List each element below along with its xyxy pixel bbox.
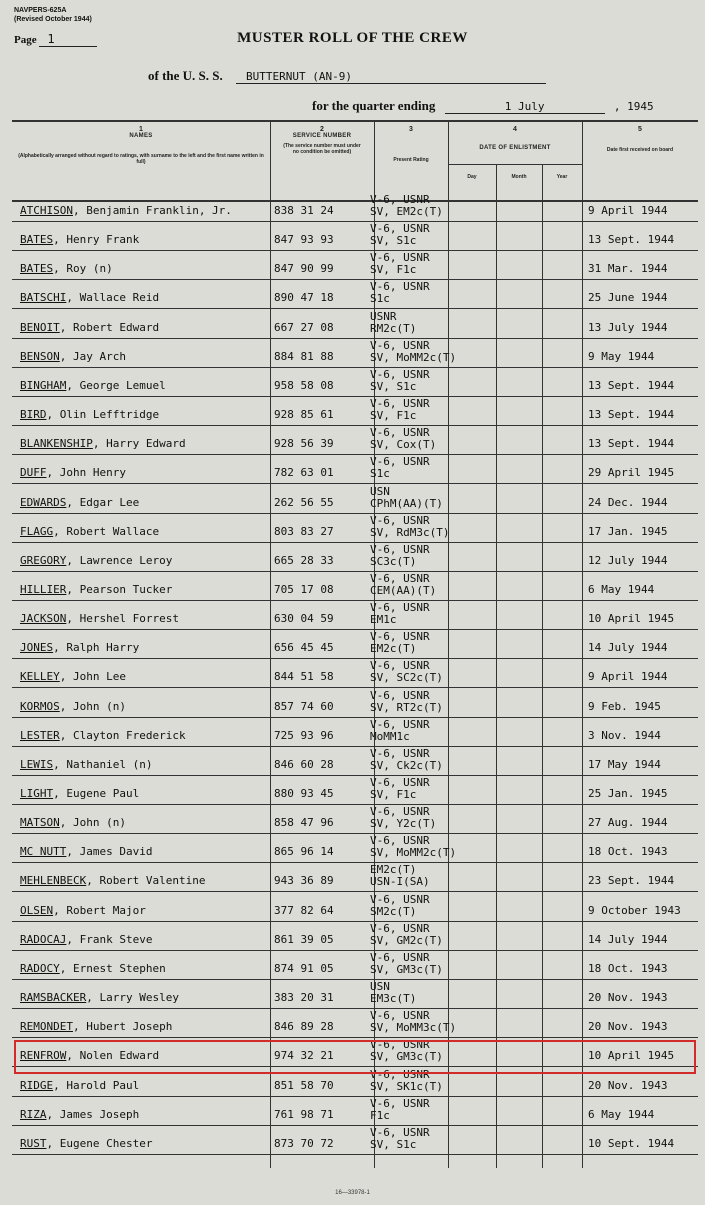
crew-surname: FLAGG	[20, 525, 54, 538]
service-number: 725 93 96	[274, 729, 334, 742]
service-number: 846 60 28	[274, 758, 334, 771]
rating-line-1: V-6, USNR	[370, 251, 430, 264]
date-received: 18 Oct. 1943	[588, 962, 668, 975]
service-number: 705 17 08	[274, 583, 334, 596]
rating-line-2: SV, GM3c(T)	[370, 963, 443, 976]
crew-name	[20, 904, 146, 917]
crew-given-name: , Eugene Paul	[53, 787, 140, 800]
crew-name	[20, 408, 159, 421]
rating-line-2: SV, S1c	[370, 234, 417, 247]
service-number: 665 28 33	[274, 554, 334, 567]
rating-line-2: SV, EM2c(T)	[370, 205, 443, 218]
rating-line-2: EM1c	[370, 613, 397, 626]
rating-line-1: V-6, USNR	[370, 339, 430, 352]
crew-surname: RENFROW	[20, 1049, 67, 1062]
table-row	[12, 1098, 698, 1127]
table-row	[12, 981, 698, 1010]
table-row	[12, 311, 698, 340]
crew-name	[20, 379, 166, 392]
table-row	[12, 835, 698, 864]
crew-given-name: , John (n)	[59, 700, 126, 713]
date-received: 18 Oct. 1943	[588, 845, 668, 858]
quarter-line	[312, 98, 654, 114]
table-row	[12, 631, 698, 660]
rating-line-1: V-6, USNR	[370, 514, 430, 527]
crew-name	[20, 437, 186, 450]
crew-name	[20, 700, 126, 713]
crew-given-name: , Clayton Frederick	[59, 729, 186, 742]
service-number: 847 93 93	[274, 233, 334, 246]
rating-line-1: V-6, USNR	[370, 543, 430, 556]
service-number: 974 32 21	[274, 1049, 334, 1062]
date-received: 25 Jan. 1945	[588, 787, 668, 800]
service-number: 846 89 28	[274, 1020, 334, 1033]
table-row	[12, 398, 698, 427]
rating-line-2: USN-I(SA)	[370, 875, 430, 888]
rating-line-2: SV, GM3c(T)	[370, 1050, 443, 1063]
crew-name	[20, 321, 159, 334]
date-received: 14 July 1944	[588, 641, 668, 654]
crew-given-name: , Larry Wesley	[86, 991, 179, 1004]
rating-line-1: EM2c(T)	[370, 863, 417, 876]
date-received: 10 April 1945	[588, 612, 675, 625]
table-row	[12, 660, 698, 689]
date-received: 10 Sept. 1944	[588, 1137, 675, 1150]
service-number: 262 56 55	[274, 496, 334, 509]
crew-surname: LESTER	[20, 729, 60, 742]
service-number: 656 45 45	[274, 641, 334, 654]
crew-name	[20, 262, 113, 275]
service-number: 630 04 59	[274, 612, 334, 625]
date-received: 10 April 1945	[588, 1049, 675, 1062]
rating-line-1: V-6, USNR	[370, 368, 430, 381]
crew-name	[20, 1137, 152, 1150]
header-names-note: (Alphabetically arranged without regard to ratings, with surname to the left and the first name written in full)	[18, 153, 264, 165]
crew-surname: BLANKENSHIP	[20, 437, 93, 450]
date-received: 20 Nov. 1943	[588, 991, 668, 1004]
date-received: 24 Dec. 1944	[588, 496, 668, 509]
header-names-title: NAMES	[129, 133, 153, 139]
rating-line-1: V-6, USNR	[370, 718, 430, 731]
service-number: 958 58 08	[274, 379, 334, 392]
header-names	[12, 126, 270, 165]
date-received: 17 May 1944	[588, 758, 661, 771]
table-row	[12, 456, 698, 485]
date-received: 13 Sept. 1944	[588, 233, 675, 246]
date-received: 27 Aug. 1944	[588, 816, 668, 829]
rating-line-1: V-6, USNR	[370, 1097, 430, 1110]
header-names-number: 1	[139, 126, 143, 133]
quarter-date: 1 July	[445, 100, 605, 114]
page-number: 1	[39, 32, 97, 47]
table-row	[12, 690, 698, 719]
rating-line-1: V-6, USNR	[370, 630, 430, 643]
date-received: 17 Jan. 1945	[588, 525, 668, 538]
quarter-label: for the quarter ending	[312, 98, 436, 113]
rating-line-2: EM2c(T)	[370, 642, 417, 655]
rating-line-1: V-6, USNR	[370, 601, 430, 614]
rating-line-2: CPhM(AA)(T)	[370, 497, 443, 510]
rating-line-1: V-6, USNR	[370, 951, 430, 964]
table-row	[12, 573, 698, 602]
crew-name	[20, 350, 126, 363]
header-day: Day	[467, 174, 477, 180]
crew-name	[20, 670, 126, 683]
date-received: 9 October 1943	[588, 904, 681, 917]
crew-name	[20, 874, 205, 887]
rating-line-2: SM2c(T)	[370, 905, 417, 918]
date-received: 20 Nov. 1943	[588, 1020, 668, 1033]
rating-line-2: SV, MoMM3c(T)	[370, 1021, 457, 1034]
service-number: 865 96 14	[274, 845, 334, 858]
crew-surname: BENOIT	[20, 321, 60, 334]
table-row	[12, 719, 698, 748]
form-code	[14, 6, 92, 24]
table-row	[12, 194, 698, 223]
service-number: 383 20 31	[274, 991, 334, 1004]
crew-surname: RIDGE	[20, 1079, 54, 1092]
header-service-title: SERVICE NUMBER	[292, 133, 352, 139]
ship-label: of the U. S. S.	[148, 68, 223, 83]
crew-given-name: , John Lee	[59, 670, 126, 683]
crew-surname: RADOCY	[20, 962, 60, 975]
crew-surname: BIRD	[20, 408, 47, 421]
date-received: 9 May 1944	[588, 350, 655, 363]
header-enlistment-title: DATE OF ENLISTMENT	[479, 145, 551, 151]
rating-line-1: V-6, USNR	[370, 776, 430, 789]
enlistment-sub-rule	[448, 164, 582, 165]
crew-given-name: , Edgar Lee	[66, 496, 140, 509]
crew-given-name: , Robert Edward	[59, 321, 160, 334]
ship-name: BUTTERNUT (AN-9)	[236, 70, 546, 84]
table-row	[12, 252, 698, 281]
service-number: 861 39 05	[274, 933, 334, 946]
crew-name	[20, 583, 172, 596]
rating-line-1: V-6, USNR	[370, 747, 430, 760]
service-number: 838 31 24	[274, 204, 334, 217]
crew-given-name: , Robert Wallace	[53, 525, 160, 538]
rating-line-2: F1c	[370, 1109, 390, 1122]
rating-line-2: RM2c(T)	[370, 322, 417, 335]
service-number: 874 91 05	[274, 962, 334, 975]
crew-given-name: , John Henry	[46, 466, 126, 479]
crew-given-name: , Olin Lefftridge	[46, 408, 160, 421]
crew-surname: LEWIS	[20, 758, 54, 771]
crew-name	[20, 466, 126, 479]
service-number: 873 70 72	[274, 1137, 334, 1150]
date-received: 6 May 1944	[588, 1108, 655, 1121]
table-row	[12, 1127, 698, 1156]
header-service-note: (The service number must under no condition be omitted)	[283, 143, 361, 155]
date-received: 13 Sept. 1944	[588, 437, 675, 450]
service-number: 943 36 89	[274, 874, 334, 887]
header-received-number: 5	[638, 126, 642, 133]
crew-given-name: , Robert Valentine	[86, 874, 206, 887]
service-number: 928 85 61	[274, 408, 334, 421]
header-year: Year	[556, 174, 568, 180]
ship-line	[148, 68, 546, 84]
rating-line-2: SV, F1c	[370, 409, 417, 422]
crew-name	[20, 845, 152, 858]
crew-surname: EDWARDS	[20, 496, 67, 509]
date-received: 9 April 1944	[588, 670, 668, 683]
crew-name	[20, 233, 139, 246]
crew-name	[20, 816, 126, 829]
service-number: 803 83 27	[274, 525, 334, 538]
rating-line-2: SV, RT2c(T)	[370, 701, 443, 714]
rating-line-1: V-6, USNR	[370, 922, 430, 935]
crew-surname: BATSCHI	[20, 291, 67, 304]
rating-line-1: USN	[370, 485, 390, 498]
table-top-rule	[12, 120, 698, 122]
crew-name	[20, 933, 152, 946]
rating-line-2: S1c	[370, 292, 390, 305]
crew-given-name: , Lawrence Leroy	[66, 554, 173, 567]
rating-line-2: EM3c(T)	[370, 992, 417, 1005]
table-row	[12, 544, 698, 573]
date-received: 6 May 1944	[588, 583, 655, 596]
crew-given-name: , Hubert Joseph	[72, 1020, 173, 1033]
crew-surname: KORMOS	[20, 700, 60, 713]
service-number: 890 47 18	[274, 291, 334, 304]
crew-given-name: , Jay Arch	[59, 350, 126, 363]
rating-line-1: V-6, USNR	[370, 222, 430, 235]
service-number: 928 56 39	[274, 437, 334, 450]
crew-surname: REMONDET	[20, 1020, 73, 1033]
rating-line-1: V-6, USNR	[370, 280, 430, 293]
crew-surname: ATCHISON	[20, 204, 73, 217]
service-number: 377 82 64	[274, 904, 334, 917]
table-row	[12, 952, 698, 981]
service-number: 851 58 70	[274, 1079, 334, 1092]
crew-name	[20, 758, 152, 771]
table-row	[12, 1010, 698, 1039]
rating-line-1: USN	[370, 980, 390, 993]
service-number: 884 81 88	[274, 350, 334, 363]
rating-line-1: V-6, USNR	[370, 893, 430, 906]
crew-surname: GREGORY	[20, 554, 67, 567]
rating-line-2: SV, F1c	[370, 788, 417, 801]
table-row	[12, 369, 698, 398]
crew-given-name: , Wallace Reid	[66, 291, 160, 304]
header-service-number: 2	[320, 126, 324, 133]
rating-line-2: SV, SK1c(T)	[370, 1080, 443, 1093]
crew-given-name: , Hershel Forrest	[66, 612, 179, 625]
crew-name	[20, 291, 159, 304]
crew-name	[20, 1108, 139, 1121]
rating-line-1: V-6, USNR	[370, 1009, 430, 1022]
rating-line-1: V-6, USNR	[370, 193, 430, 206]
crew-name	[20, 729, 186, 742]
rating-line-2: SV, S1c	[370, 380, 417, 393]
crew-surname: RIZA	[20, 1108, 47, 1121]
table-row	[12, 602, 698, 631]
rating-line-2: CEM(AA)(T)	[370, 584, 437, 597]
page-label: Page	[14, 34, 37, 46]
header-rating-title: Present Rating	[393, 157, 429, 163]
crew-given-name: , George Lemuel	[66, 379, 166, 392]
table-row	[12, 923, 698, 952]
date-received: 23 Sept. 1944	[588, 874, 675, 887]
rating-line-1: V-6, USNR	[370, 834, 430, 847]
crew-given-name: , Frank Steve	[66, 933, 153, 946]
crew-given-name: , Ernest Stephen	[59, 962, 166, 975]
crew-surname: BATES	[20, 262, 54, 275]
date-received: 25 June 1944	[588, 291, 668, 304]
table-row	[12, 864, 698, 893]
crew-surname: RADOCAJ	[20, 933, 67, 946]
rating-line-2: MoMM1c	[370, 730, 410, 743]
crew-name	[20, 1079, 139, 1092]
date-received: 12 July 1944	[588, 554, 668, 567]
crew-surname: MATSON	[20, 816, 60, 829]
header-enlistment-number: 4	[513, 126, 517, 133]
header-rating-number: 3	[409, 126, 413, 133]
crew-given-name: , John (n)	[59, 816, 126, 829]
date-received: 31 Mar. 1944	[588, 262, 668, 275]
table-row	[12, 281, 698, 310]
crew-surname: KELLEY	[20, 670, 60, 683]
rating-line-1: V-6, USNR	[370, 455, 430, 468]
rating-line-2: SV, F1c	[370, 263, 417, 276]
crew-name	[20, 991, 179, 1004]
rating-line-2: SV, Ck2c(T)	[370, 759, 443, 772]
crew-given-name: , James Joseph	[46, 1108, 140, 1121]
header-rating	[374, 126, 448, 163]
date-received: 13 Sept. 1944	[588, 379, 675, 392]
crew-name	[20, 496, 139, 509]
date-received: 9 Feb. 1945	[588, 700, 661, 713]
table-row	[12, 486, 698, 515]
date-received: 13 July 1944	[588, 321, 668, 334]
crew-surname: MEHLENBECK	[20, 874, 87, 887]
service-number: 847 90 99	[274, 262, 334, 275]
service-number: 857 74 60	[274, 700, 334, 713]
date-received: 9 April 1944	[588, 204, 668, 217]
service-number: 858 47 96	[274, 816, 334, 829]
print-code: 16—33978-1	[335, 1190, 370, 1196]
crew-surname: RAMSBACKER	[20, 991, 87, 1004]
rating-line-2: S1c	[370, 467, 390, 480]
date-received: 14 July 1944	[588, 933, 668, 946]
crew-name	[20, 525, 159, 538]
table-row	[12, 894, 698, 923]
rating-line-1: V-6, USNR	[370, 1068, 430, 1081]
rating-line-2: SV, MoMM2c(T)	[370, 351, 457, 364]
rating-line-1: V-6, USNR	[370, 426, 430, 439]
crew-given-name: , James David	[66, 845, 153, 858]
date-received: 20 Nov. 1943	[588, 1079, 668, 1092]
crew-given-name: , Roy (n)	[53, 262, 113, 275]
document-title: MUSTER ROLL OF THE CREW	[237, 30, 468, 46]
service-number: 844 51 58	[274, 670, 334, 683]
service-number: 782 63 01	[274, 466, 334, 479]
rating-line-2: SC3c(T)	[370, 555, 417, 568]
crew-given-name: , Harold Paul	[53, 1079, 140, 1092]
crew-given-name: , Nathaniel (n)	[53, 758, 153, 771]
crew-given-name: , Pearson Tucker	[66, 583, 173, 596]
crew-surname: OLSEN	[20, 904, 54, 917]
service-number: 761 98 71	[274, 1108, 334, 1121]
form-number: NAVPERS-625A	[14, 7, 67, 14]
crew-name	[20, 962, 166, 975]
form-revision: (Revised October 1944)	[14, 16, 92, 23]
crew-given-name: , Henry Frank	[53, 233, 140, 246]
crew-given-name: , Ralph Harry	[53, 641, 140, 654]
crew-surname: BATES	[20, 233, 54, 246]
rating-line-1: USNR	[370, 310, 397, 323]
header-month: Month	[511, 174, 527, 180]
table-row	[12, 748, 698, 777]
crew-surname: HILLIER	[20, 583, 67, 596]
rating-line-1: V-6, USNR	[370, 659, 430, 672]
quarter-year: , 1945	[613, 100, 654, 113]
table-row	[12, 427, 698, 456]
crew-given-name: , Harry Edward	[92, 437, 186, 450]
rating-line-1: V-6, USNR	[370, 397, 430, 410]
crew-name	[20, 1020, 172, 1033]
crew-given-name: , Robert Major	[53, 904, 146, 917]
table-row	[12, 777, 698, 806]
rating-line-2: SV, SC2c(T)	[370, 671, 443, 684]
crew-surname: RUST	[20, 1137, 47, 1150]
crew-surname: MC NUTT	[20, 845, 67, 858]
rating-line-1: V-6, USNR	[370, 1126, 430, 1139]
date-received: 29 April 1945	[588, 466, 675, 479]
crew-surname: DUFF	[20, 466, 47, 479]
table-row	[12, 806, 698, 835]
crew-surname: BINGHAM	[20, 379, 67, 392]
rating-line-2: SV, RdM3c(T)	[370, 526, 450, 539]
crew-name	[20, 204, 232, 217]
crew-name	[20, 787, 139, 800]
rating-line-2: SV, Y2c(T)	[370, 817, 437, 830]
rating-line-1: V-6, USNR	[370, 572, 430, 585]
header-received-title: Date first received on board	[606, 147, 674, 153]
crew-given-name: , Nolen Edward	[66, 1049, 160, 1062]
rating-line-2: SV, Cox(T)	[370, 438, 437, 451]
date-received: 13 Sept. 1944	[588, 408, 675, 421]
service-number: 667 27 08	[274, 321, 334, 334]
crew-given-name: , Benjamin Franklin, Jr.	[72, 204, 232, 217]
crew-given-name: , Eugene Chester	[46, 1137, 153, 1150]
header-received	[582, 126, 698, 153]
date-received: 3 Nov. 1944	[588, 729, 661, 742]
table-row	[12, 223, 698, 252]
rating-line-2: SV, MoMM2c(T)	[370, 846, 457, 859]
crew-name	[20, 612, 179, 625]
table-row	[12, 515, 698, 544]
rating-line-1: V-6, USNR	[370, 689, 430, 702]
header-enlistment	[448, 126, 582, 151]
crew-surname: JACKSON	[20, 612, 67, 625]
rating-line-2: SV, GM2c(T)	[370, 934, 443, 947]
crew-name	[20, 554, 172, 567]
header-service	[270, 126, 374, 155]
highlight-box	[14, 1040, 696, 1074]
crew-surname: JONES	[20, 641, 54, 654]
rating-line-1: V-6, USNR	[370, 1038, 430, 1051]
crew-surname: LIGHT	[20, 787, 54, 800]
crew-name	[20, 641, 139, 654]
table-row	[12, 340, 698, 369]
service-number: 880 93 45	[274, 787, 334, 800]
crew-surname: BENSON	[20, 350, 60, 363]
rating-line-1: V-6, USNR	[370, 805, 430, 818]
rating-line-2: SV, S1c	[370, 1138, 417, 1151]
